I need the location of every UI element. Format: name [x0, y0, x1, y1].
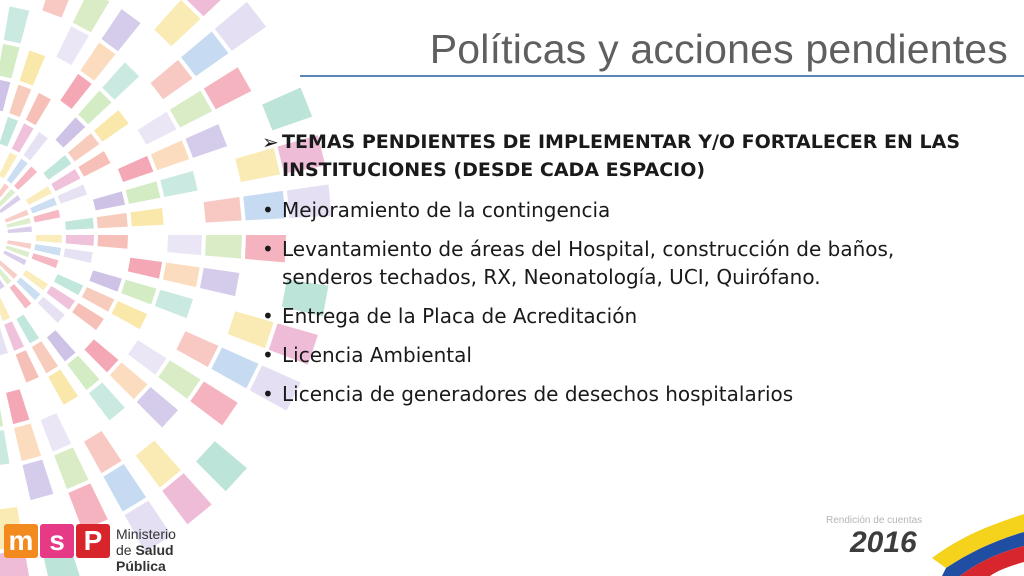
list-item-text: Licencia Ambiental: [282, 343, 472, 367]
sunburst-tile: [48, 370, 78, 405]
sunburst-tile: [112, 301, 147, 329]
sunburst-tile: [151, 60, 193, 99]
sunburst-tile: [6, 389, 29, 424]
sunburst-tile: [205, 235, 242, 259]
sunburst-tile: [158, 360, 200, 399]
arrow-bullet-icon: ➢: [262, 130, 279, 154]
bullet-list: [262, 196, 962, 408]
sunburst-tile: [126, 181, 161, 204]
sunburst-tile: [190, 382, 237, 426]
sunburst-tile: [89, 270, 121, 291]
sunburst-tile: [64, 248, 93, 262]
sunburst-tile: [102, 9, 141, 51]
sunburst-tile: [160, 171, 197, 197]
sunburst-tile: [56, 26, 89, 65]
bullet-dot-icon: •: [262, 237, 274, 261]
sunburst-tile: [204, 197, 242, 222]
list-item: [262, 380, 962, 408]
sunburst-tile: [82, 287, 114, 311]
logo-letter-p: P: [76, 524, 110, 558]
sunburst-tile: [136, 440, 181, 487]
sunburst-tile: [102, 62, 139, 99]
sunburst-tile: [262, 87, 312, 130]
list-item-text: Entrega de la Placa de Acreditación: [282, 304, 638, 328]
page-title: Políticas y acciones pendientes: [429, 26, 1008, 72]
sunburst-tile: [176, 331, 218, 367]
ministry-logo: [4, 520, 224, 574]
section-heading: [262, 128, 962, 184]
sunburst-tile: [32, 253, 59, 268]
sunburst-tile: [54, 447, 88, 489]
sunburst-tile: [67, 356, 99, 391]
sunburst-tile: [138, 112, 177, 145]
rendicion-year: 2016: [850, 526, 917, 559]
sunburst-tile: [65, 218, 94, 230]
list-item-text: Levantamiento de áreas del Hospital, construcción de baños, senderos techados, RX, Neonatología, UCI, Quirófano.: [282, 237, 895, 289]
sunburst-tile: [196, 441, 247, 491]
logo-letter-m: m: [4, 524, 38, 558]
sunburst-tile: [89, 382, 125, 420]
title-underline: [300, 75, 1024, 77]
sunburst-tile: [204, 67, 251, 109]
sunburst-tile: [170, 91, 212, 128]
sunburst-tile: [215, 2, 266, 51]
sunburst-tile: [26, 93, 51, 125]
sunburst-tile: [84, 431, 122, 473]
sunburst-tile: [60, 74, 91, 109]
sunburst-tile: [94, 110, 129, 142]
sunburst-tile: [0, 0, 2, 1]
sunburst-tile: [211, 347, 258, 388]
sunburst-tile: [66, 235, 94, 246]
sunburst-tile: [78, 91, 111, 125]
sunburst-tile: [0, 430, 10, 466]
sunburst-tile: [121, 280, 156, 305]
sunburst-tile: [181, 31, 228, 76]
list-item: [262, 341, 962, 369]
sunburst-tile: [34, 244, 61, 255]
sunburst-tile: [186, 124, 228, 158]
slide-content: [262, 128, 962, 419]
list-item: [262, 196, 962, 224]
bullet-dot-icon: •: [262, 343, 274, 367]
logo-letter-s: s: [40, 524, 74, 558]
list-item: [262, 302, 962, 330]
sunburst-tile: [36, 235, 62, 243]
sunburst-tile: [98, 235, 128, 249]
rendicion-label: Rendición de cuentas: [826, 515, 923, 526]
list-item-text: Licencia de generadores de desechos hospitalarios: [282, 382, 794, 406]
sunburst-tile: [23, 460, 54, 501]
sunburst-tile: [137, 387, 178, 428]
sunburst-tile: [42, 0, 75, 17]
sunburst-tile: [154, 0, 200, 46]
sunburst-tile: [167, 235, 202, 255]
sunburst-tile: [162, 473, 211, 524]
rendicion-badge: [814, 506, 1024, 576]
bullet-dot-icon: •: [262, 198, 274, 222]
sunburst-tile: [16, 350, 39, 382]
bullet-dot-icon: •: [262, 304, 274, 328]
logo-text: Ministerio de Salud Pública: [116, 526, 176, 574]
sunburst-tile: [163, 263, 200, 288]
sunburst-tile: [0, 195, 21, 213]
sunburst-tile: [200, 268, 239, 296]
list-item-text: Mejoramiento de la contingencia: [282, 198, 611, 222]
sunburst-tile: [4, 6, 29, 43]
sunburst-tile: [151, 140, 189, 170]
sunburst-tile: [72, 303, 104, 330]
sunburst-tile: [130, 208, 163, 226]
sunburst-tile: [80, 42, 115, 80]
sunburst-tile: [14, 423, 41, 461]
list-item: [262, 235, 962, 291]
sunburst-tile: [97, 213, 128, 228]
sunburst-tile: [0, 294, 10, 321]
sunburst-tile: [41, 413, 72, 452]
section-heading-text: TEMAS PENDIENTES DE IMPLEMENTAR Y/O FORTALECER EN LAS INSTITUCIONES (DESDE CADA ESPACIO): [282, 131, 960, 181]
sunburst-tile: [8, 226, 32, 233]
sunburst-tile: [0, 79, 10, 111]
bullet-dot-icon: •: [262, 382, 274, 406]
sunburst-tile: [93, 191, 125, 210]
sunburst-tile: [103, 464, 146, 511]
sunburst-tile: [73, 0, 109, 32]
sunburst-tile: [128, 258, 162, 279]
sunburst-tile: [20, 50, 46, 85]
sunburst-tile: [118, 156, 153, 182]
sunburst-tile: [110, 363, 148, 400]
sunburst-tile: [84, 339, 118, 372]
sunburst-tile: [128, 340, 167, 375]
sunburst-tile: [9, 85, 31, 117]
sunburst-tile: [0, 44, 20, 79]
sunburst-tile: [0, 395, 3, 429]
sunburst-tile: [155, 290, 193, 318]
